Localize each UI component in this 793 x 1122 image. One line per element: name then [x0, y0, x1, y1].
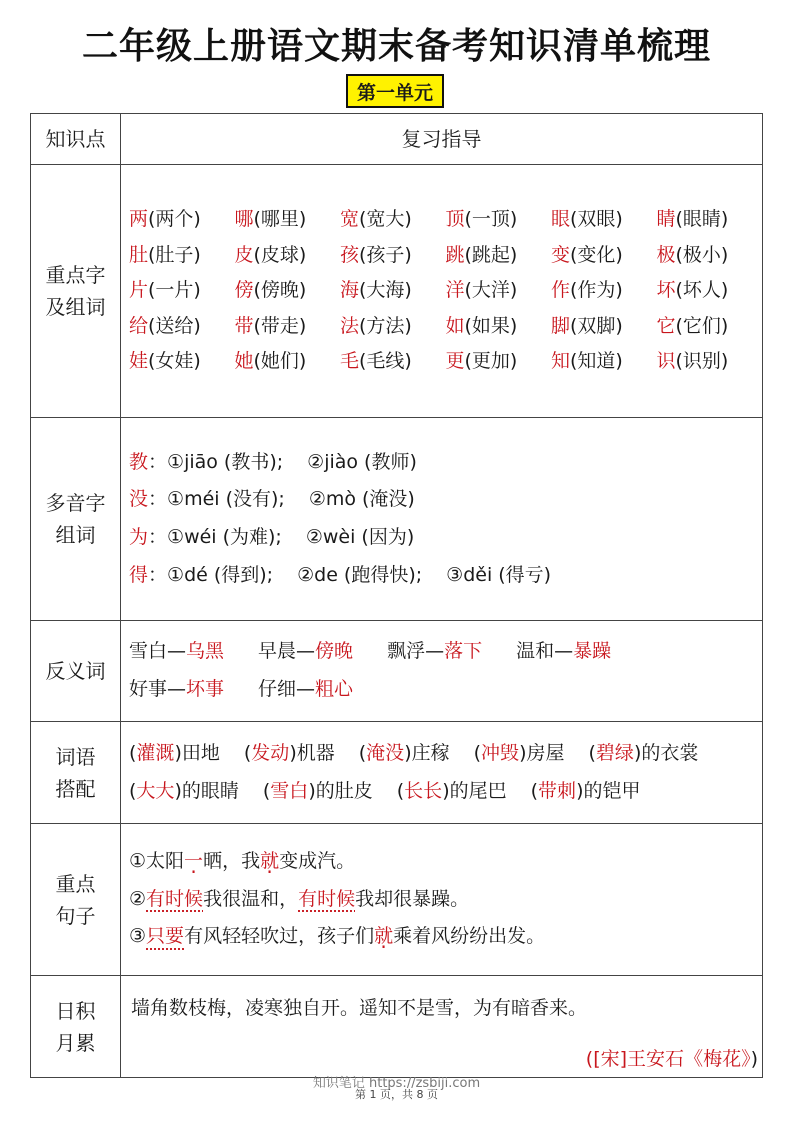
paren: ): [404, 741, 412, 764]
word-char: 哪: [234, 207, 254, 230]
word-item: [129, 243, 235, 269]
page-footer: 第 1 页，共 8 页: [355, 1088, 438, 1101]
paren: (: [129, 779, 137, 802]
antonym-word: 温和—: [516, 640, 574, 663]
polyphones-content: [121, 418, 763, 621]
word-phrase: (一片): [148, 279, 201, 302]
collocation-answer: 淹没: [366, 741, 405, 764]
antonyms-content: [121, 621, 763, 722]
word-char: 带: [234, 314, 254, 337]
header-knowledge-point: 知识点: [31, 114, 121, 165]
colon: ：: [148, 526, 168, 548]
collocation-list: [121, 731, 762, 814]
polyphone-reading: ②wèi (因为): [305, 526, 415, 548]
word-char: 顶: [445, 207, 465, 230]
collocation-answer: 灌溉: [136, 741, 175, 764]
polyphone-item: [129, 519, 762, 557]
antonym-answer: 坏事: [186, 678, 225, 700]
paren: ): [633, 741, 642, 764]
collocation-answer: 雪白: [270, 779, 309, 802]
word-phrase: (方法): [359, 314, 412, 337]
sentence-3: ③只要有风轻轻吹过，孩子们就乘着风纷纷出发。: [129, 925, 546, 948]
word-phrase: (坏人): [675, 279, 729, 302]
antonym-answer: 乌黑: [186, 640, 225, 663]
paren: (: [129, 741, 137, 764]
word-char: 两: [129, 207, 149, 230]
collocation-answer: 长长: [404, 779, 443, 802]
polyphone-list: [121, 440, 762, 599]
polyphone-char: 教: [129, 450, 149, 473]
collocation-word: 的肚皮: [315, 779, 373, 802]
category-daily-accumulation: 日积 月累: [31, 976, 121, 1078]
word-item: [551, 207, 657, 233]
collocation-answer: 发动: [251, 741, 290, 764]
paren: (: [243, 741, 252, 764]
paren: (: [473, 741, 482, 764]
collocation-row: [129, 735, 762, 773]
word-item: [235, 314, 341, 340]
word-item: [657, 243, 763, 269]
category-antonyms: 反义词: [31, 621, 121, 722]
category-polyphones: 多音字 组词: [31, 418, 121, 621]
sentence-1: ①太阳一晒，我就变成汽。: [129, 850, 356, 873]
collocation-word: 的尾巴: [449, 779, 507, 802]
word-item: [340, 349, 446, 375]
word-item: [340, 243, 446, 269]
word-char: 作: [551, 279, 571, 302]
word-phrase: (知道): [570, 350, 623, 373]
polyphone-item: [129, 557, 762, 595]
category-collocations: 词语 搭配: [31, 722, 121, 824]
poem-source: ([宋]王安石《梅花》): [585, 1047, 758, 1070]
word-phrase: (一顶): [464, 207, 518, 230]
word-phrase: (极小): [675, 243, 729, 266]
word-phrase: (送给): [148, 314, 201, 337]
word-char: 跳: [445, 243, 465, 266]
word-item: [129, 349, 235, 375]
word-char: 娃: [129, 350, 149, 373]
word-phrase: (女娃): [148, 350, 201, 373]
word-item: [551, 349, 657, 375]
collocation-word: 的铠甲: [583, 779, 641, 802]
antonym-row: [129, 671, 762, 709]
polyphone-reading: ①méi (没有);: [167, 488, 285, 511]
antonym-word: 雪白—: [129, 640, 187, 663]
colon: ：: [148, 563, 168, 586]
paren: ): [519, 741, 527, 764]
page-title: 二年级上册语文期末备考知识清单梳理: [81, 26, 711, 67]
key-characters-content: [121, 165, 763, 418]
word-item: [129, 278, 235, 304]
antonym-word: 早晨—: [258, 640, 316, 663]
sentence-2: ②有时候我很温和，有时候我却很暴躁。: [129, 887, 470, 910]
antonym-word: 飘浮—: [387, 640, 445, 663]
polyphone-char: 没: [129, 488, 149, 511]
word-item: [551, 278, 657, 304]
word-item: [129, 207, 235, 233]
word-char: 识: [656, 350, 676, 373]
row-key-sentences: [31, 824, 763, 976]
antonym-answer: 落下: [444, 640, 483, 663]
paren: (: [588, 741, 596, 764]
word-item: [446, 349, 552, 375]
collocation-answer: 带刺: [538, 779, 577, 802]
polyphone-reading: ②jiào (教师): [307, 450, 417, 473]
word-phrase: (肚子): [148, 243, 201, 266]
word-phrase: (作为): [570, 279, 623, 302]
key-sentences-content: [121, 824, 763, 976]
antonym-answer: 傍晚: [315, 640, 354, 663]
word-char: 给: [129, 314, 149, 337]
word-char: 脚: [551, 314, 571, 337]
word-char: 知: [551, 350, 571, 373]
word-char: 极: [656, 243, 676, 266]
polyphone-item: [129, 481, 762, 519]
polyphone-reading: ②de (跑得快);: [297, 563, 423, 586]
antonym-answer: 粗心: [315, 678, 354, 700]
antonym-word: 仔细—: [258, 678, 316, 700]
word-char: 法: [340, 314, 360, 337]
collocation-answer: 大大: [136, 779, 175, 802]
word-item: [446, 278, 552, 304]
word-item: [235, 207, 341, 233]
paren: (: [530, 779, 539, 802]
polyphone-char: 为: [129, 526, 149, 548]
row-daily-accumulation: [31, 976, 763, 1078]
polyphone-char: 得: [129, 563, 149, 586]
word-char: 如: [445, 314, 465, 337]
word-char: 洋: [445, 279, 465, 302]
collocation-word: 的眼睛: [181, 779, 239, 802]
word-char: 肚: [129, 243, 149, 266]
watermark: 知识笔记 https://zsbiji.com: [312, 1076, 481, 1091]
word-phrase: (带走): [253, 314, 307, 337]
collocation-word: 田地: [181, 741, 220, 764]
row-polyphones: [31, 418, 763, 621]
antonym-word: 好事—: [129, 678, 187, 700]
word-phrase: (它们): [675, 314, 729, 337]
paren: ): [289, 741, 297, 764]
collocation-word: 庄稼: [411, 741, 450, 764]
word-phrase: (皮球): [253, 243, 307, 266]
word-char: 坏: [656, 279, 676, 302]
category-key-characters: 重点字 及组词: [31, 165, 121, 418]
polyphone-reading: ②mò (淹没): [308, 488, 415, 511]
word-phrase: (她们): [253, 350, 307, 373]
word-phrase: (眼睛): [675, 207, 729, 230]
table-header-row: [31, 114, 763, 165]
paren: ): [308, 779, 316, 802]
word-char: 毛: [340, 350, 360, 373]
word-item: [340, 278, 446, 304]
word-phrase: (如果): [464, 314, 518, 337]
paren: (: [262, 779, 271, 802]
word-item: [657, 349, 763, 375]
collocation-word: 的衣裳: [641, 741, 699, 764]
word-phrase: (识别): [675, 350, 729, 373]
collocation-row: [129, 773, 762, 811]
word-phrase: (大洋): [464, 279, 518, 302]
polyphone-reading: ①dé (得到);: [167, 563, 274, 586]
paren: (: [396, 779, 405, 802]
polyphone-reading: ①jiāo (教书);: [167, 450, 284, 473]
word-item: [551, 314, 657, 340]
word-char: 睛: [656, 207, 676, 230]
polyphone-reading: ③děi (得亏): [446, 563, 552, 586]
word-item: [446, 207, 552, 233]
collocation-word: 房屋: [526, 741, 565, 764]
word-item: [235, 349, 341, 375]
word-phrase: (毛线): [359, 350, 412, 373]
word-phrase: (双眼): [570, 207, 623, 230]
word-item: [657, 278, 763, 304]
word-char: 更: [445, 350, 465, 373]
word-char: 眼: [551, 207, 571, 230]
paren: (: [358, 741, 367, 764]
paren: ): [174, 779, 182, 802]
knowledge-table: [30, 113, 763, 1078]
daily-accumulation-content: [121, 976, 763, 1078]
poem-text: 墙角数枝梅，凌寒独自开。遥知不是雪，为有暗香来。: [131, 996, 588, 1019]
colon: ：: [148, 450, 168, 473]
word-char: 变: [551, 243, 571, 266]
collocations-content: [121, 722, 763, 824]
antonym-row: [129, 633, 762, 671]
header-review-guide: 复习指导: [121, 114, 763, 165]
word-phrase: (两个): [148, 207, 201, 230]
word-item: [446, 314, 552, 340]
row-collocations: [31, 722, 763, 824]
sentence-list: [121, 839, 762, 960]
polyphone-reading: ①wéi (为难);: [167, 526, 282, 548]
word-item: [657, 207, 763, 233]
word-phrase: (变化): [570, 243, 623, 266]
collocation-word: 机器: [296, 741, 335, 764]
word-phrase: (宽大): [359, 207, 412, 230]
word-char: 她: [234, 350, 254, 373]
word-phrase: (哪里): [253, 207, 307, 230]
word-char: 它: [656, 314, 676, 337]
word-grid: [121, 201, 762, 381]
collocation-answer: 冲毁: [481, 741, 520, 764]
unit-label: 第一单元: [346, 74, 444, 108]
colon: ：: [148, 488, 168, 511]
word-item: [657, 314, 763, 340]
word-char: 片: [129, 279, 149, 302]
row-key-characters: [31, 165, 763, 418]
word-phrase: (更加): [464, 350, 518, 373]
word-item: [340, 314, 446, 340]
word-char: 皮: [234, 243, 254, 266]
antonym-answer: 暴躁: [573, 640, 612, 663]
word-phrase: (双脚): [570, 314, 623, 337]
paren: ): [576, 779, 584, 802]
word-char: 孩: [340, 243, 360, 266]
word-item: [551, 243, 657, 269]
word-item: [446, 243, 552, 269]
antonym-list: [121, 629, 762, 712]
row-antonyms: [31, 621, 763, 722]
word-item: [235, 243, 341, 269]
word-char: 海: [340, 279, 360, 302]
polyphone-item: [129, 444, 762, 482]
paren: ): [174, 741, 182, 764]
collocation-answer: 碧绿: [595, 741, 634, 764]
word-phrase: (跳起): [464, 243, 518, 266]
word-item: [340, 207, 446, 233]
word-phrase: (傍晚): [253, 279, 307, 302]
word-phrase: (大海): [359, 279, 412, 302]
word-char: 宽: [340, 207, 360, 230]
word-char: 傍: [234, 279, 254, 302]
paren: ): [442, 779, 450, 802]
word-item: [129, 314, 235, 340]
category-key-sentences: 重点 句子: [31, 824, 121, 976]
word-item: [235, 278, 341, 304]
word-phrase: (孩子): [359, 243, 412, 266]
